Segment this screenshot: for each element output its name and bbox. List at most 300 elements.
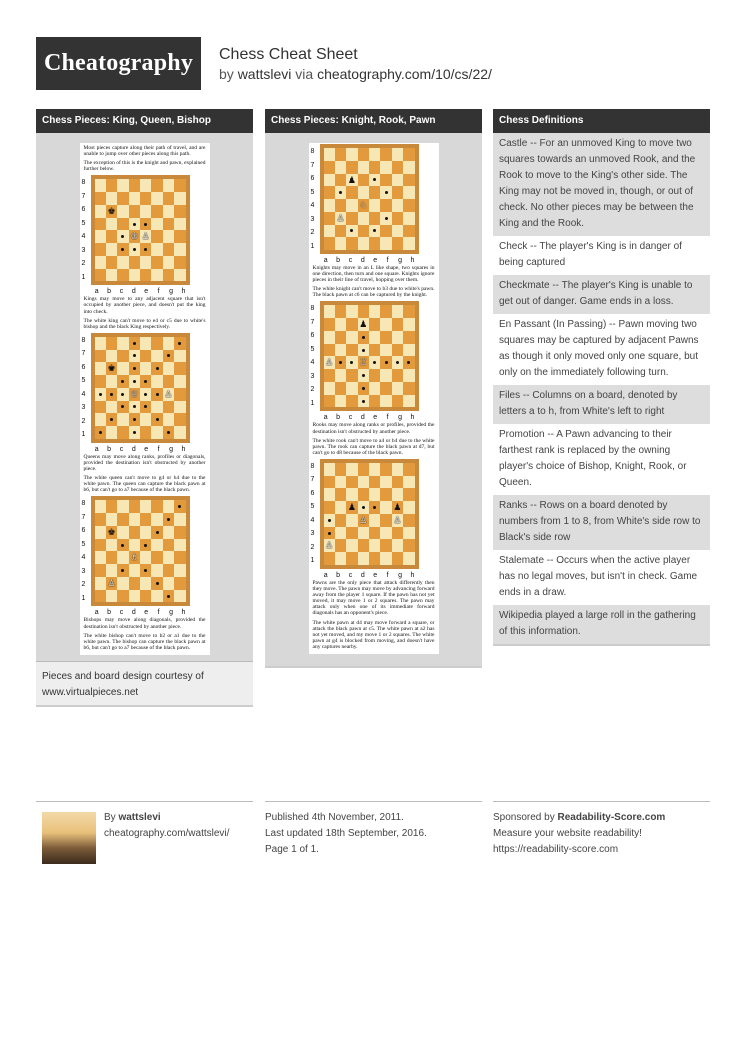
board-square [380, 395, 391, 408]
board-square [346, 539, 357, 552]
definition-item: Stalemate -- Occurs when the active player has no legal moves, but isn't in check. Game ends in a draw. [493, 550, 710, 605]
diagram-caption: The white rook can't move to a4 or b4 due to the white pawn. The rook can capture the black pawn at d7, but can't go to d8 because of the black pawn. [312, 437, 435, 456]
board-square [403, 212, 414, 225]
board-square [380, 305, 391, 318]
board-square [106, 551, 117, 564]
rank-label: 6 [310, 175, 315, 182]
file-label: a [323, 257, 328, 264]
board-square [163, 205, 174, 218]
column-king-queen-bishop [36, 109, 253, 707]
rank-labels [82, 496, 91, 605]
move-dot [328, 532, 331, 535]
file-label: d [131, 445, 136, 453]
board-square [392, 225, 403, 238]
sponsor-name[interactable]: Readability-Score.com [557, 812, 666, 823]
board-square [95, 337, 106, 350]
board-square [151, 426, 162, 439]
board-square [174, 526, 185, 539]
chess-board [320, 144, 419, 254]
rank-labels [82, 175, 91, 284]
board-square [106, 230, 117, 243]
board-square [163, 269, 174, 282]
board-square [106, 337, 117, 350]
board-square [174, 401, 185, 414]
chess-piece: ♚ [107, 205, 116, 216]
board-square [163, 500, 174, 513]
file-label: g [169, 288, 173, 296]
author-avatar[interactable] [42, 812, 96, 864]
board-square [403, 463, 414, 476]
rank-label: 8 [81, 179, 86, 187]
move-dot [328, 519, 331, 522]
board-square [129, 179, 140, 192]
board-square [403, 148, 414, 161]
board-square [151, 179, 162, 192]
board-square [380, 174, 391, 187]
board-square [106, 218, 117, 231]
board-square [140, 179, 151, 192]
board-square [95, 205, 106, 218]
board-square [324, 501, 335, 514]
file-label: e [373, 571, 378, 579]
board-square [106, 513, 117, 526]
board-square [403, 199, 414, 212]
move-dot [156, 582, 159, 585]
board-square [163, 243, 174, 256]
board-square [335, 225, 346, 238]
sheet-url-link[interactable]: cheatography.com/10/cs/22/ [317, 66, 492, 82]
board-square [324, 305, 335, 318]
board-square [335, 488, 346, 501]
board-square [106, 539, 117, 552]
chess-board [91, 333, 190, 443]
board-square [174, 590, 185, 603]
move-dot [99, 431, 102, 434]
board-square [95, 269, 106, 282]
diagram-caption: Knights may move in an L like shape, two squares in one direction, then turn and one square. Knights ignore pieces in their line of travel, hopping over them. [312, 265, 435, 284]
board-square [369, 369, 380, 382]
rank-label: 4 [81, 390, 86, 398]
board-square [403, 225, 414, 238]
board-square [163, 230, 174, 243]
board-square [369, 212, 380, 225]
board-square [95, 526, 106, 539]
board-square [95, 513, 106, 526]
chess-piece: ♟ [347, 174, 356, 185]
board-square [324, 237, 335, 250]
file-label: f [386, 257, 389, 264]
rank-label: 4 [310, 516, 315, 524]
chess-piece: ♙ [359, 514, 368, 525]
board-square [380, 539, 391, 552]
board-square [324, 395, 335, 408]
board-square [403, 174, 414, 187]
board-square [140, 350, 151, 363]
board-square [403, 318, 414, 331]
board-square [403, 501, 414, 514]
board-square [358, 463, 369, 476]
file-label: c [119, 288, 124, 296]
rank-label: 2 [310, 386, 315, 394]
board-square [369, 148, 380, 161]
board-square [358, 476, 369, 489]
board-square [369, 552, 380, 565]
file-label: b [107, 609, 112, 617]
board-square [129, 256, 140, 269]
board-square [403, 476, 414, 489]
board-square [151, 205, 162, 218]
definition-item: Checkmate -- The player's King is unable to get out of danger. Game ends in a loss. [493, 275, 710, 314]
rank-label: 6 [310, 489, 315, 497]
board-square [369, 318, 380, 331]
board-row [311, 459, 437, 569]
page-title: Chess Cheat Sheet [219, 46, 358, 63]
rank-label: 1 [81, 594, 86, 602]
board-square [163, 539, 174, 552]
move-dot [133, 342, 136, 345]
board-square [117, 513, 128, 526]
definition-item: Files -- Columns on a board, denoted by letters a to h, from White's left to right [493, 385, 710, 424]
board-square [117, 551, 128, 564]
sponsor-url[interactable]: https://readability-score.com [493, 844, 619, 855]
board-square [129, 513, 140, 526]
definition-item: En Passant (In Passing) -- Pawn moving two squares may be captured by adjacent Pawns as though it only moved only one square, but only on the immediately following turn. [493, 314, 710, 385]
board-square [346, 148, 357, 161]
board-square [324, 225, 335, 238]
board-square [380, 318, 391, 331]
board-square [358, 212, 369, 225]
definition-item: Ranks -- Rows on a board denoted by numbers from 1 to 8, from White's side row to Black's side row [493, 495, 710, 550]
by-label: by [219, 66, 234, 82]
file-label: f [157, 445, 160, 453]
board-square [380, 488, 391, 501]
board-square [174, 350, 185, 363]
rank-label: 7 [310, 161, 315, 169]
rank-label: 8 [81, 500, 86, 508]
move-dot [156, 367, 159, 370]
board-square [129, 590, 140, 603]
board-square [403, 305, 414, 318]
board-square [324, 174, 335, 187]
board-square [335, 476, 346, 489]
board-square [346, 318, 357, 331]
board-square [117, 205, 128, 218]
board-square [140, 269, 151, 282]
board-square [151, 192, 162, 205]
board-square [380, 331, 391, 344]
definition-item: Check -- The player's King is in danger of being captured [493, 236, 710, 275]
board-square [392, 539, 403, 552]
board-square [95, 230, 106, 243]
move-dot [167, 518, 170, 521]
board-square [117, 256, 128, 269]
rank-label: 5 [81, 540, 86, 548]
board-square [95, 350, 106, 363]
board-square [95, 256, 106, 269]
rank-label: 1 [81, 273, 86, 281]
rank-labels [82, 333, 91, 442]
board-square [369, 237, 380, 250]
board-square [369, 395, 380, 408]
file-label: h [181, 288, 186, 296]
board-square [151, 564, 162, 577]
definition-item: Castle -- For an unmoved King to move two squares towards an unmoved Rook, and the Rook to move to the King's other side. The King may not be moved in, though, or out of check. No other pieces may be between the King and the Rook. [493, 133, 710, 236]
rank-label: 5 [81, 377, 86, 385]
sponsor-label: Sponsored by [493, 812, 555, 823]
board-square [151, 401, 162, 414]
board-square [174, 192, 185, 205]
rank-label: 1 [310, 399, 315, 407]
file-labels [82, 288, 208, 295]
rank-label: 1 [310, 557, 315, 565]
board-square [392, 174, 403, 187]
board-square [403, 186, 414, 199]
byline [219, 66, 492, 82]
board-row [82, 496, 208, 606]
board-square [151, 243, 162, 256]
chess-piece: ♘ [359, 200, 368, 210]
chess-piece: ♙ [164, 388, 173, 399]
board-square [95, 413, 106, 426]
diagram-caption: The white bishop can't move to b2 or a1 due to the white pawn. The bishop can capture the black pawn at b6, but can't go to a7 because of the black pawn. [83, 632, 206, 651]
chess-piece: ♟ [393, 502, 402, 513]
rank-label: 2 [310, 543, 315, 551]
board-square [163, 401, 174, 414]
board-square [151, 590, 162, 603]
rank-label: 3 [81, 404, 86, 412]
move-dot [144, 544, 147, 547]
board-square [163, 551, 174, 564]
board-square [346, 344, 357, 357]
board-square [403, 552, 414, 565]
board-square [392, 527, 403, 540]
board-square [95, 564, 106, 577]
board-square [358, 174, 369, 187]
board-square [140, 426, 151, 439]
rank-labels [311, 459, 320, 568]
board-square [140, 590, 151, 603]
updated-date: Last updated 18th September, 2016. [265, 828, 427, 839]
board-square [151, 539, 162, 552]
board-square [324, 199, 335, 212]
board-square [163, 564, 174, 577]
board-square [324, 331, 335, 344]
board-square [129, 500, 140, 513]
board-square [380, 476, 391, 489]
chess-board [320, 301, 419, 411]
chess-diagram-panel [309, 143, 439, 654]
board-square [95, 500, 106, 513]
board-square [106, 179, 117, 192]
board-square [95, 179, 106, 192]
move-dot [144, 223, 147, 226]
board-square [369, 539, 380, 552]
board-square [117, 218, 128, 231]
board-square [163, 413, 174, 426]
board-square [380, 501, 391, 514]
board-square [358, 305, 369, 318]
board-square [346, 237, 357, 250]
board-square [106, 269, 117, 282]
rank-label: 6 [310, 332, 315, 340]
board-square [140, 362, 151, 375]
file-label: e [144, 609, 149, 617]
board-square [403, 395, 414, 408]
board-square [335, 331, 346, 344]
rank-label: 1 [310, 242, 315, 250]
board-square [151, 230, 162, 243]
rank-label: 3 [81, 567, 86, 575]
board-square [335, 527, 346, 540]
board-square [392, 476, 403, 489]
board-square [392, 318, 403, 331]
board-square [174, 362, 185, 375]
rank-label: 8 [310, 305, 315, 313]
board-square [151, 337, 162, 350]
board-square [117, 426, 128, 439]
board-square [380, 463, 391, 476]
chess-board [91, 175, 190, 285]
board-square [163, 337, 174, 350]
file-label: g [169, 609, 173, 617]
move-dot [362, 506, 365, 509]
board-square [106, 401, 117, 414]
chess-piece: ♙ [107, 577, 116, 588]
diagram-caption: Bishops may move along diagonals, provided the destination isn't obstructed by another piece. [83, 617, 206, 630]
board-square [369, 514, 380, 527]
board-square [335, 501, 346, 514]
board-square [140, 577, 151, 590]
board-square [335, 539, 346, 552]
chess-piece: ♕ [130, 388, 139, 399]
board-square [174, 577, 185, 590]
board-square [380, 514, 391, 527]
board-square [335, 305, 346, 318]
cheatography-logo[interactable]: Cheatography [36, 37, 201, 90]
board-square [117, 413, 128, 426]
board-square [140, 205, 151, 218]
board-square [392, 186, 403, 199]
file-labels [82, 609, 208, 616]
board-square [346, 552, 357, 565]
board-square [346, 212, 357, 225]
board-square [174, 269, 185, 282]
rank-label: 5 [81, 219, 86, 227]
board-square [174, 551, 185, 564]
board-square [403, 488, 414, 501]
board-square [335, 514, 346, 527]
diagram-caption: Queens may move along ranks, profiles or diagonals, provided the destination isn't obstructed by another piece. [83, 453, 206, 473]
board-square [335, 369, 346, 382]
rank-label: 7 [310, 318, 315, 326]
board-square [335, 161, 346, 174]
author-profile-link[interactable]: cheatography.com/wattslevi/ [104, 828, 230, 839]
file-label: c [348, 414, 353, 422]
file-labels [311, 414, 437, 421]
footer-author-name[interactable]: wattslevi [118, 812, 161, 823]
file-label: e [144, 445, 149, 453]
board-square [324, 369, 335, 382]
board-square [392, 161, 403, 174]
board-square [324, 344, 335, 357]
board-square [324, 382, 335, 395]
board-square [151, 551, 162, 564]
board-square [106, 590, 117, 603]
move-dot [156, 531, 159, 534]
author-link[interactable]: wattslevi [237, 66, 292, 82]
file-label: h [181, 609, 186, 617]
board-square [358, 225, 369, 238]
diagram-caption: Rooks may move along ranks or profiles, provided the destination isn't obstructed by another piece. [312, 422, 435, 435]
file-label: d [360, 571, 365, 579]
chess-piece: ♙ [336, 212, 345, 223]
section-header: Chess Pieces: King, Queen, Bishop [36, 109, 253, 133]
file-label: a [94, 609, 99, 617]
board-square [369, 331, 380, 344]
move-dot [167, 595, 170, 598]
board-square [174, 513, 185, 526]
board-square [392, 199, 403, 212]
file-label: a [323, 414, 328, 422]
board-square [324, 318, 335, 331]
rank-label: 4 [310, 359, 315, 367]
file-label: a [94, 445, 99, 453]
board-square [346, 382, 357, 395]
rank-label: 8 [310, 462, 315, 470]
board-square [129, 539, 140, 552]
file-label: b [336, 571, 341, 579]
board-square [346, 488, 357, 501]
board-square [335, 318, 346, 331]
file-label: h [181, 445, 186, 453]
rank-label: 3 [310, 372, 315, 380]
section-header: Chess Pieces: Knight, Rook, Pawn [265, 109, 482, 133]
board-square [392, 488, 403, 501]
board-square [324, 476, 335, 489]
file-label: g [398, 257, 402, 264]
board-square [358, 186, 369, 199]
file-label: b [336, 257, 341, 264]
file-label: f [157, 288, 160, 296]
file-label: d [131, 288, 136, 296]
board-square [117, 362, 128, 375]
file-label: c [348, 257, 353, 264]
definition-item: Promotion -- A Pawn advancing to their farthest rank is replaced by the owning player's choice of Bishop, Knight, Rook, or Queen. [493, 424, 710, 495]
chess-piece: ♟ [347, 502, 356, 513]
rank-label: 6 [81, 527, 86, 535]
board-square [324, 552, 335, 565]
board-square [335, 174, 346, 187]
chess-piece: ♙ [325, 357, 334, 368]
board-square [324, 161, 335, 174]
move-dot [99, 393, 102, 396]
board-square [163, 218, 174, 231]
board-square [151, 256, 162, 269]
board-square [403, 369, 414, 382]
file-label: g [398, 571, 402, 579]
board-square [369, 463, 380, 476]
move-dot [362, 374, 365, 377]
board-square [403, 161, 414, 174]
move-dot [133, 223, 136, 226]
rank-label: 7 [310, 476, 315, 484]
board-square [358, 237, 369, 250]
file-labels [82, 446, 208, 453]
board-square [335, 463, 346, 476]
chess-piece: ♙ [393, 514, 402, 525]
board-square [151, 350, 162, 363]
credits-link[interactable]: www.virtualpieces.net [42, 686, 139, 698]
